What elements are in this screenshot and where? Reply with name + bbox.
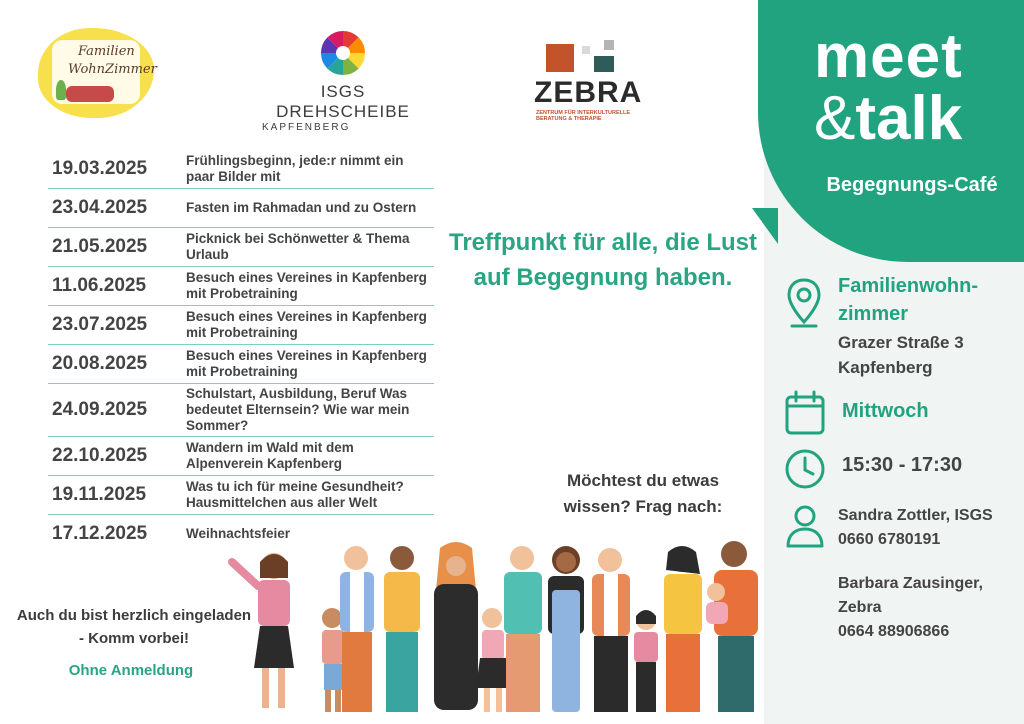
schedule-row: [48, 228, 434, 267]
event-date: 19.03.2025: [52, 158, 148, 179]
familienwohnzimmer-logo: [38, 28, 157, 118]
contact-phone: 0660 6780191: [838, 531, 941, 548]
zebra-logo: [534, 36, 644, 126]
schedule-list: [48, 150, 434, 553]
location-address: [838, 330, 1018, 380]
zebra-name: ZEBRA: [534, 76, 643, 109]
isgs-logo: [258, 30, 428, 133]
no-registration-text: Ohne Anmeldung: [68, 662, 194, 679]
weekday: Mittwoch: [842, 400, 929, 422]
location-pin-icon: [786, 278, 822, 328]
tagline: Treffpunkt für alle, die Lust auf Begegnung haben.: [448, 229, 758, 291]
schedule-row: [48, 384, 434, 437]
person-figure: [232, 553, 294, 708]
schedule-row: [48, 476, 434, 515]
contact-name: Barbara Zausinger, Zebra: [838, 575, 983, 616]
ampersand: &: [814, 84, 856, 153]
event-date: 19.11.2025: [52, 484, 147, 505]
event-date: 20.08.2025: [52, 353, 148, 374]
event-description: Picknick bei Schönwetter & Thema Urlaub: [186, 231, 410, 262]
time-range: 15:30 - 17:30: [842, 454, 963, 476]
event-description: Besuch eines Vereines in Kapfenberg mit Probetraining: [186, 309, 427, 340]
event-date: 24.09.2025: [52, 399, 148, 420]
isgs-name: ISGS DREHSCHEIBE: [276, 82, 410, 121]
event-description: Weihnachtsfeier: [186, 526, 291, 541]
event-description: Was tu ich für meine Gesundheit? Hausmittelchen aus aller Welt: [186, 479, 404, 510]
event-subtitle: Begegnungs-Café: [826, 174, 998, 196]
contact-2: [838, 572, 1023, 644]
schedule-row: [48, 437, 434, 476]
question-text: Möchtest du etwas wissen? Frag nach:: [563, 471, 723, 516]
logo-text-line2: WohnZimmer: [68, 62, 157, 77]
event-date: 22.10.2025: [52, 445, 148, 466]
invitation-text: Auch du bist herzlich eingeladen - Komm vorbei!: [16, 607, 252, 647]
people-illustration: [222, 540, 768, 724]
person-icon: [784, 504, 826, 548]
contact-name: Sandra Zottler, ISGS: [838, 507, 993, 524]
location-street: Grazer Straße 3: [838, 333, 964, 352]
talk-line: [814, 84, 963, 153]
event-description: Besuch eines Vereines in Kapfenberg mit Probetraining: [186, 270, 427, 301]
location-city: Kapfenberg: [838, 358, 933, 377]
event-description: Wandern im Wald mit dem Alpenverein Kapfenberg: [186, 440, 354, 471]
speech-bubble-tail: [752, 208, 778, 244]
schedule-row: [48, 345, 434, 384]
event-description: Fasten im Rahmadan und zu Ostern: [186, 200, 417, 215]
contact-phone: 0664 88906866: [838, 623, 950, 640]
calendar-icon: [784, 390, 826, 436]
logo-text-line1: Familien: [78, 44, 135, 59]
isgs-city: KAPFENBERG: [262, 122, 351, 133]
event-date: 23.04.2025: [52, 197, 148, 218]
location-name: Familienwohn-zimmer: [838, 275, 978, 325]
event-description: Frühlingsbeginn, jede:r nimmt ein paar Bilder mit: [186, 153, 404, 184]
event-description: Schulstart, Ausbildung, Beruf Was bedeutet Elternsein? Wie war mein Sommer?: [186, 386, 410, 433]
schedule-row: [48, 150, 434, 189]
event-date: 11.06.2025: [52, 275, 147, 296]
event-date: 21.05.2025: [52, 236, 148, 257]
meet-word: meet: [814, 22, 963, 91]
contact-1: [838, 504, 1023, 552]
schedule-row: [48, 306, 434, 345]
clock-icon: [784, 448, 826, 490]
zebra-subtitle: ZENTRUM FÜR INTERKULTURELLE BERATUNG & THERAPIE: [536, 110, 630, 122]
talk-word: talk: [855, 84, 963, 153]
event-date: 17.12.2025: [52, 523, 148, 544]
schedule-row: [48, 267, 434, 306]
event-description: Besuch eines Vereines in Kapfenberg mit Probetraining: [186, 348, 427, 379]
schedule-row: [48, 189, 434, 228]
color-wheel-icon: [320, 30, 366, 76]
event-date: 23.07.2025: [52, 314, 148, 335]
